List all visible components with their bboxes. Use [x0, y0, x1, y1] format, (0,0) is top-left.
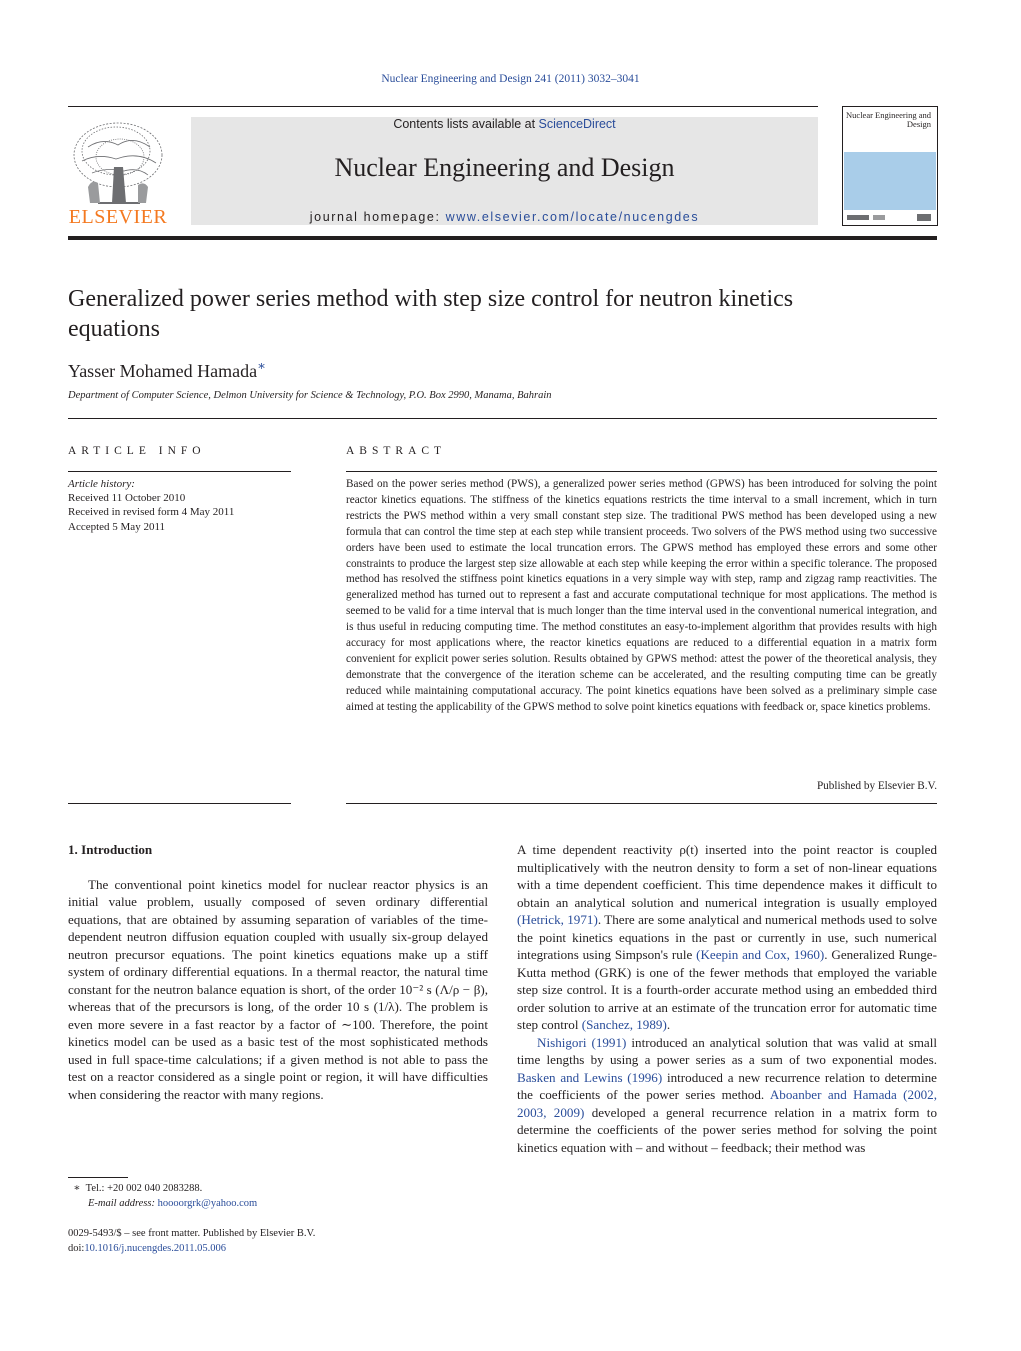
journal-banner: [191, 117, 818, 225]
citation-link[interactable]: Basken and Lewins (1996): [517, 1069, 663, 1085]
cover-logos-icon: [847, 213, 933, 223]
contents-line: [191, 117, 818, 131]
footnote-tel: [68, 1182, 257, 1197]
cover-image: [844, 152, 936, 210]
footnote-rule: [68, 1177, 128, 1178]
elsevier-wordmark: ELSEVIER: [68, 206, 168, 228]
revised-date: Received in revised form 4 May 2011: [68, 506, 235, 519]
author-name: Yasser Mohamed Hamada: [68, 361, 258, 381]
header-rule: [68, 106, 818, 107]
intro-paragraph-1: The conventional point kinetics model for nuclear reactor physics is an initial value problem, usually composed of seven ordinary differential equations, that are obtained by assuming separation of variables of the time-dependent neutron diffusion equation coupled with usually six-group delayed neutron precursor equations. The point kinetics equations make up a stiff system of ordinary differential equations. In a thermal reactor, the natural time constant for the neutron balance equation is short, of the order 10⁻² s (Λ/ρ − β), whereas that of the precursors is long, of the order 10 s (1/λ). The problem is even more severe in a fast reactor by a factor of ∼100. Therefore, the point kinetics model can be used as a basic test of the most sophisticated methods used in full space-time calculations; if a given method is not able to pass the test on a reactor considered as a single point or region, it will have difficulties when considering the reactor with many regions.: [68, 876, 488, 1102]
issn-line: 0029-5493/$ – see front matter. Published by Elsevier B.V.: [68, 1228, 316, 1239]
abstract-text: Based on the power series method (PWS), a generalized power series method (GPWS) has been introduced for solving the point reactor kinetics equations. The stiffness of the kinetics equations restricts the time interval to a small increment, which in turn restricts the PWS method within a very small constant step size. The traditional PWS method has been developed using a new formula that can control the time step at each step while transient proceeds. Two solvers of the PWS method using two successive orders have been used to estimate the local truncation errors. The GPWS method has employed these errors and some other constraints to produce the largest step size allowable at each step while keeping the error within a specific tolerance. The proposed method has resolved the stiffness point kinetics equations in a very simple way with step, ramp and zigzag ramp reactivities. The generalized method has turned out to represent a fast and accurate computational technique for most applications. The method is seemed to be valid for a time interval that is much longer than the time interval used in the conventional numerical integration, and is thus useful in reducing computing time. The method constitutes an easy-to-implement algorithm that provides results with high accuracy for most applications where, the reactor kinetics equations are reduced to a differential equation in a matrix form convenient for explicit power series solution. Results obtained by GPWS method: attest the power of the theoretical analysis, they demonstrate that the convergence of the iteration scheme can be accelerated, and the resulting computing time can be greatly reduced while maintaining computational accuracy. The point kinetics equations have been solved as a preliminary simple case aimed at testing the applicability of the GPWS method to solve point kinetics equations with feedback or, space kinetics problems.: [346, 478, 937, 713]
accepted-date: Accepted 5 May 2011: [68, 520, 166, 533]
abstract-bottom-rule: [346, 803, 937, 804]
affiliation: Department of Computer Science, Delmon University for Science & Technology, P.O. Box 2990, Manama, Bahrain: [68, 390, 552, 401]
tel-text: Tel.: +20 002 040 2083288.: [85, 1183, 203, 1194]
citation-link[interactable]: (Keepin and Cox, 1960): [696, 947, 825, 962]
homepage-prefix: journal homepage:: [309, 210, 446, 224]
body-right-column: [517, 841, 937, 1156]
doi-line: [68, 1241, 315, 1256]
sciencedirect-link[interactable]: ScienceDirect: [538, 117, 616, 131]
citation-link[interactable]: Nishigori (1991): [537, 1034, 627, 1050]
doi-link[interactable]: 10.1016/j.nucengdes.2011.05.006: [84, 1243, 226, 1254]
section-title: 1. Introduction: [68, 842, 153, 857]
contents-prefix: Contents lists available at: [393, 117, 539, 131]
text-span: . There are some analytical and numerical methods used to solve the point kinetics equations in the past or currently in use, such numerical integrations using Simpson's rule: [517, 912, 937, 962]
doi-prefix: doi:: [68, 1243, 85, 1254]
body-left-column: [68, 841, 488, 1103]
author-footnote: [68, 1182, 257, 1211]
info-bottom-rule: [68, 803, 291, 804]
citation-link[interactable]: (Hetrick, 1971): [517, 912, 598, 927]
email-label: E-mail address:: [88, 1197, 158, 1209]
tree-icon: [68, 117, 168, 207]
footnote-email: [68, 1197, 257, 1212]
footnote-mark: ∗: [73, 1183, 81, 1194]
received-date: Received 11 October 2010: [68, 492, 186, 505]
abstract-body: [346, 477, 937, 716]
info-top-rule: [68, 471, 291, 472]
text-span: developed a general recurrence relation in a matrix form to determine the coefficients of the power series method for solving the point kinetics equation with – and without – feedback; their method was: [517, 1104, 937, 1155]
published-by: Published by Elsevier B.V.: [816, 780, 937, 792]
email-link[interactable]: hoooorgrk@yahoo.com: [157, 1197, 258, 1209]
intro-paragraph-3: [517, 1034, 937, 1157]
citation-link[interactable]: (Sanchez, 1989): [581, 1017, 667, 1032]
article-history: [68, 477, 234, 534]
article-info-heading: ARTICLE INFO: [68, 445, 206, 457]
cover-title: Nuclear Engineering and Design: [846, 110, 931, 129]
journal-cover-thumbnail[interactable]: [842, 106, 938, 226]
author-line: [68, 358, 266, 382]
header-thick-rule: [68, 236, 937, 240]
text-span: introduced an analytical solution that was valid at small time lengths by using a power series as a sum of two exponential modes.: [517, 1034, 937, 1067]
text-span: A time dependent reactivity ρ(t) inserted into the point reactor is coupled multiplicatively with the neutron density to form a set of non-linear equations with a time dependent coefficient. This time dependence makes it difficult to obtain an analytical solution and numerical integration is usually employed: [517, 842, 937, 910]
abstract-top-rule: [346, 471, 937, 472]
copyright-block: [68, 1226, 315, 1256]
history-title: Article history:: [68, 478, 135, 490]
homepage-link[interactable]: www.elsevier.com/locate/nucengdes: [445, 210, 700, 224]
intro-paragraph-2: [517, 841, 937, 1034]
author-footnote-link[interactable]: ∗: [257, 358, 266, 373]
journal-name: Nuclear Engineering and Design: [334, 153, 675, 182]
text-span: introduced a new recurrence relation to determine the coefficients of the power series method.: [517, 1069, 937, 1102]
text-span: . Generalized Runge-Kutta method (GRK) is one of the fewer methods that employed the variable step size control. It is a fourth-order accurate method using an embedded third order solution to arrive at an estimate of the truncation error for automatic time step control: [517, 947, 937, 1032]
elsevier-logo[interactable]: [68, 117, 168, 229]
title-rule: [68, 418, 937, 419]
text-span: .: [666, 1017, 671, 1032]
article-title: Generalized power series method with step size control for neutron kinetics equations: [68, 286, 794, 342]
homepage-line: [191, 210, 818, 224]
abstract-heading: ABSTRACT: [346, 445, 447, 457]
citation-link[interactable]: Aboanber and Hamada (2002, 2003, 2009): [517, 1087, 937, 1120]
journal-reference[interactable]: Nuclear Engineering and Design 241 (2011) 3032–3041: [381, 73, 640, 85]
